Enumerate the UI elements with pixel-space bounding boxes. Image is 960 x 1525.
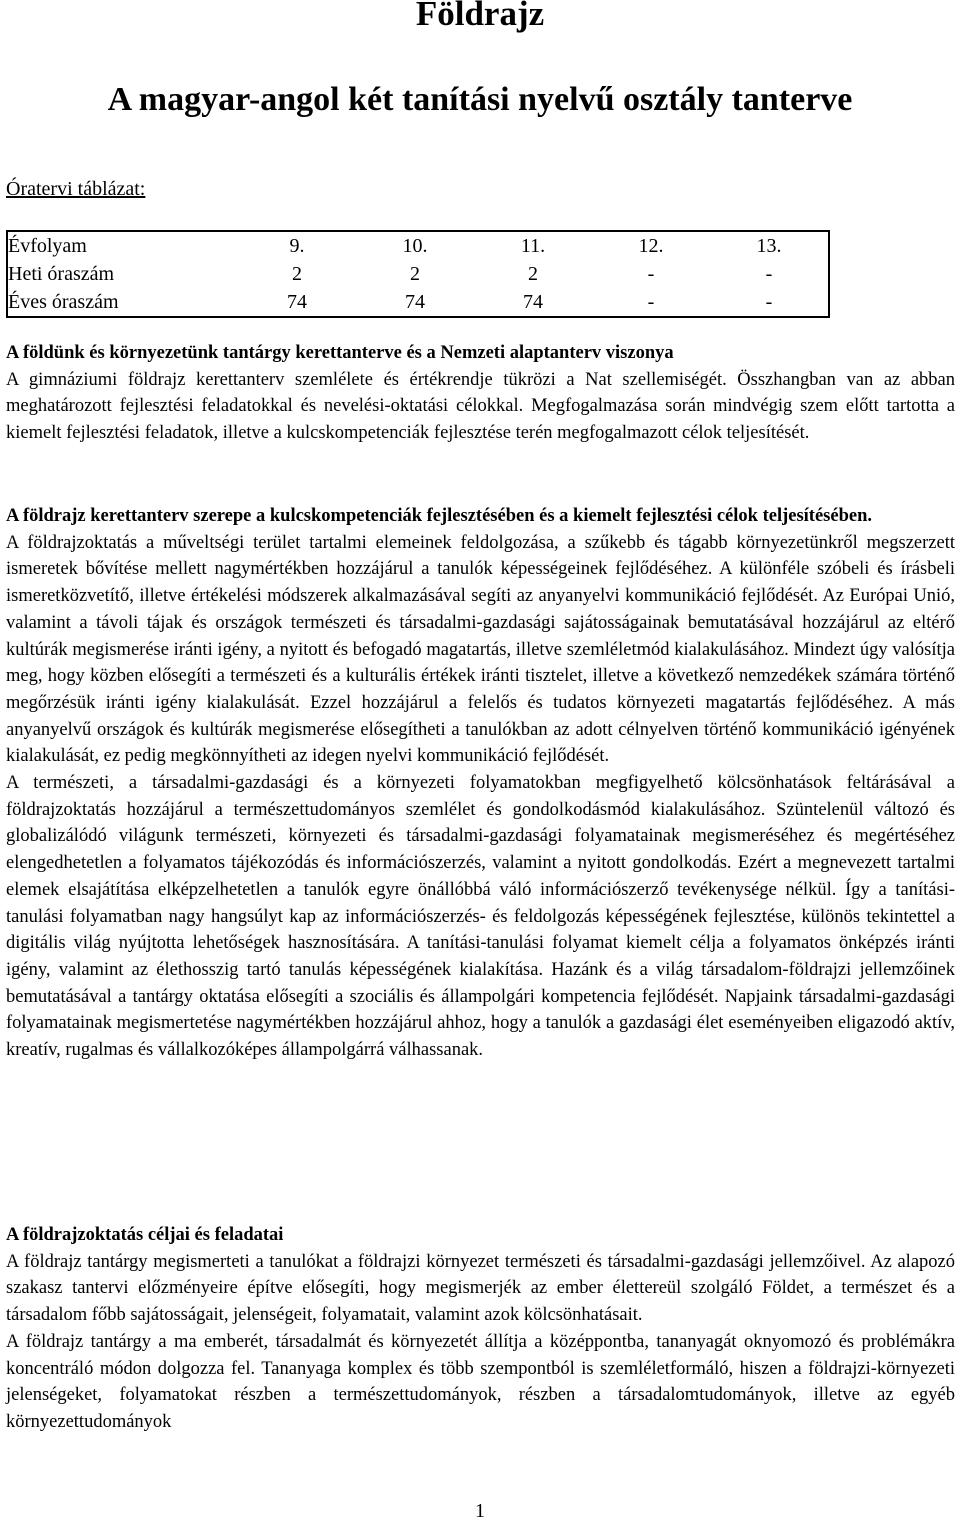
- section-heading: A földrajzoktatás céljai és feladatai: [6, 1225, 284, 1245]
- cell: 11.: [520, 235, 546, 257]
- row-label: Heti óraszám: [8, 263, 115, 285]
- cell: -: [647, 291, 655, 313]
- cell: 10.: [402, 235, 428, 257]
- cell: 2: [410, 263, 420, 285]
- cell: 9.: [289, 235, 305, 257]
- cell: 12.: [638, 235, 664, 257]
- section-paragraph: A földrajz tantárgy a ma emberét, társadalmát és környezetét állítja a középpontba, tananyagát oknyomozó és problémákra koncentráló módon dolgozza fel. Tananyaga komplex és több szempontból is szemléletformáló, hiszen a földrajzi-környezeti jelenségeket, folyamatokat részben a természettudományok, részben a társadalomtudományok, illetve az egyéb környezettudományok: [6, 1331, 955, 1432]
- section-paragraph: A gimnáziumi földrajz kerettanterv szemlélete és értékrendje tükrözi a Nat szellemiségét. Összhangban van az abban meghatározott fejlesztési feladatokkal és nevelési-oktatási célokkal. Megfogalmazása során mindvégig szem előtt tartotta a kiemelt fejlesztési feladatok, illetve a kulcskompetenciák fejlesztése terén megfogalmazott célok teljesítését.: [6, 369, 955, 444]
- cell: -: [765, 263, 773, 285]
- page-title: Földrajz: [415, 0, 545, 33]
- cell: 74: [405, 291, 425, 313]
- section-heading: A földrajz kerettanterv szerepe a kulcskompetenciák fejlesztésében és a kiemelt fejlesztési célok teljesítésében.: [6, 506, 872, 526]
- hours-table: [6, 230, 830, 318]
- section-paragraph: A földrajz tantárgy megismerteti a tanulókat a földrajzi környezet természeti és társadalmi-gazdasági jellemzőivel. Az alapozó szakasz tantervi előzményeire építve elősegíti, hogy megismerjék az ember élettereül szolgáló Földet, a természet és a társadalom főbb sajátosságait, jelenségeit, folyamatait, valamint azok kölcsönhatásait.: [6, 1251, 955, 1326]
- section-goals: [6, 1222, 955, 1436]
- cell: 13.: [756, 235, 782, 257]
- row-label: Évfolyam: [8, 235, 87, 257]
- cell: 74: [523, 291, 543, 313]
- section-heading: A földünk és környezetünk tantárgy kerettanterve és a Nemzeti alaptanterv viszonya: [6, 343, 674, 363]
- cell: 2: [292, 263, 302, 285]
- cell: -: [647, 263, 655, 285]
- table-caption: Óratervi táblázat:: [6, 178, 146, 200]
- cell: 74: [287, 291, 307, 313]
- table-row: [7, 231, 829, 260]
- section-intro: [6, 340, 955, 447]
- page-number: 1: [475, 1500, 485, 1522]
- table-row: [7, 260, 829, 288]
- cell: 2: [528, 263, 538, 285]
- section-paragraph: A földrajzoktatás a műveltségi terület tartalmi elemeinek feldolgozása, a szűkebb és tágabb környezetünkről megszerzett ismeretek bővítése mellett nagymértékben hozzájárul a tanulók képességeinek fejlődéséhez. A különféle szóbeli és írásbeli ismeretközvetítő, illetve értékelési módszerek alkalmazásával segíti az anyanyelvi kommunikáció fejlődését. Az Európai Unió, valamint a távoli tájak és országok természeti és társadalmi-gazdasági sajátosságainak bemutatásával hozzájárul az eltérő kultúrák megismerése iránti igény, a nyitott és befogadó magatartás, illetve szemléletmód kialakulásához. Mindezt úgy valósítja meg, hogy közben elősegíti a természeti és a kulturális értékek iránti tisztelet, illetve a következő nemzedékek számára történő megőrzésük iránti igény kialakulását. Ezzel hozzájárul a felelős és tudatos környezeti magatartás fejlődéséhez. A más anyanyelvű országok és kultúrák megismerése elősegítheti a tanulókban az adott célnyelven történő kommunikáció igényének kialakulását, ez pedig megkönnyítheti az idegen nyelvi kommunikáció fejlődését.: [6, 532, 955, 767]
- cell: -: [765, 291, 773, 313]
- section-paragraph: A természeti, a társadalmi-gazdasági és a környezeti folyamatokban megfigyelhető kölcsönhatások feltárásával a földrajzoktatás hozzájárul a természettudományos szemlélet és gondolkodásmód kialakulásához. Szüntelenül változó és globalizálódó világunk természeti, környezeti és társadalmi-gazdasági folyamatainak megismeréséhez és megértéséhez elengedhetetlen a folyamatos tájékozódás és információszerzés, valamint a nyitott gondolkodás. Ezért a megnevezett tartalmi elemek elsajátítása elképzelhetetlen a tanulók egyre önállóbbá váló információszerző tevékenysége nélkül. Így a tanítási-tanulási folyamatban nagy hangsúlyt kap az információszerzés- és feldolgozás képességének fejlesztése, különös tekintettel a digitális világ nyújtotta lehetőségek hasznosítására. A tanítási-tanulási folyamat kiemelt célja a folyamatos önképzés iránti igény, valamint az élethosszig tartó tanulás képességének kialakítása. Hazánk és a világ társadalom-földrajzi jellemzőinek bemutatásával a tantárgy oktatása elősegíti a szociális és állampolgári kompetencia fejlődését. Napjaink társadalmi-gazdasági folyamatainak megismertetése nagymértékben hozzájárul ahhoz, hogy a tanulók a gazdasági élet eseményeiben eligazodó aktív, kreatív, rugalmas és vállalkozóképes állampolgárrá válhassanak.: [6, 773, 955, 1061]
- section-role: [6, 503, 955, 1064]
- row-label: Éves óraszám: [8, 291, 119, 313]
- page-subtitle: A magyar-angol két tanítási nyelvű osztály tanterve: [107, 81, 853, 118]
- table-row: [7, 288, 829, 317]
